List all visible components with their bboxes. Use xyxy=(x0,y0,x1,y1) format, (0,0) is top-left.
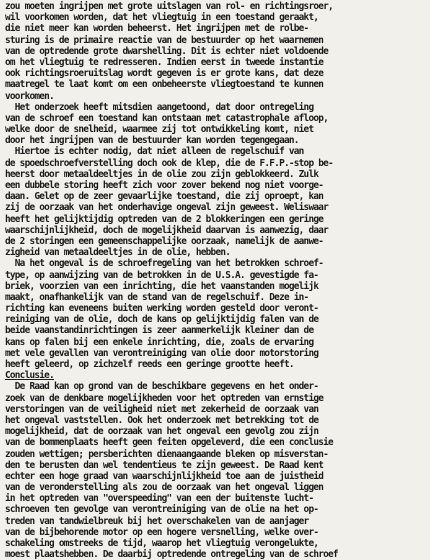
paragraph-2 xyxy=(5,102,426,259)
text-line: zoek van de denkbare mogelijkheden voor het optreden van ernstige xyxy=(5,392,324,404)
text-line: mogelijkheid, dat de oorzaak van het ongeval een gevolg zou zijn xyxy=(5,426,319,438)
text-line: welke door de snelheid, waarmee zij tot ontwikkeling komt, niet xyxy=(5,124,314,136)
text-line: die niet meer kan worden beheerst. Het ingrijpen met de rolbe- xyxy=(5,23,309,35)
paragraph-1 xyxy=(5,1,426,102)
text-line: Hiertoe is echter nodig, dat niet alleen de regelschuif van xyxy=(5,146,304,158)
text-line: De Raad kan op grond van de beschikbare gegevens en het onder- xyxy=(5,381,319,393)
text-line: ook richtingsroeruitslag wordt gegeven is er grote kans, dat deze xyxy=(5,68,324,80)
text-line: voorkomen. xyxy=(5,90,54,102)
paragraph-3 xyxy=(5,258,426,370)
text-line: van de bijbehorende motor op een hogere versnelling, welke over- xyxy=(5,526,319,538)
text-line: van de veronderstelling als zou de oorzaak van het ongeval liggen xyxy=(5,482,324,494)
text-line: zouden wettigen; persberichten dienaangaande bleken op misverstan- xyxy=(5,448,329,460)
text-line: daan. Gelet op de zeer gevaarlijke toestand, die zij oproept, kan xyxy=(5,191,324,203)
text-line: door het ingrijpen van de bestuurder kan worden tegengegaan. xyxy=(5,135,299,147)
text-line: reiniging van de olie, doch de kans op gelijktijdig falen van de xyxy=(5,314,319,326)
text-line: schakeling omstreeks de tijd, waarop het vliegtuig verongelukte, xyxy=(5,538,319,549)
conclusion-heading: Conclusie. xyxy=(5,370,54,382)
text-line: schroeven ten gevolge van verontreiniging van de olie na het op- xyxy=(5,504,319,516)
text-line: met vele gevallen van verontreiniging van olie door motorstoring xyxy=(5,347,319,359)
text-line: om het vliegtuig te redresseren. Indien eerst in tweede instantie xyxy=(5,56,324,68)
text-line: de 2 storingen een gemeenschappelijke oorzaak, namelijk de aanwe- xyxy=(5,235,324,247)
text-line: van de optredende grote dwarshelling. Dit is echter niet voldoende xyxy=(5,45,329,57)
text-line: type, op aanwijzing van de betrokken in de U.S.A. gevestigde fa- xyxy=(5,269,319,281)
text-line: het ongeval vaststellen. Ook het onderzoek met betrekking tot de xyxy=(5,414,319,426)
text-line: beide vaanstandinrichtingen is zeer aanmerkelijk kleiner dan de xyxy=(5,325,314,337)
text-line: in het optreden van "overspeeding" van een der buitenste lucht- xyxy=(5,493,314,505)
text-line: Na het ongeval is de schroefregeling van het betrokken schroef- xyxy=(5,258,324,270)
text-line: een dubbele storing heeft zich voor zover bekend nog niet voorge- xyxy=(5,180,324,191)
text-line: zou moeten ingrijpen met grote uitslagen van rol- en richtingsroer, xyxy=(5,1,333,12)
text-line: Het onderzoek heeft mitsdien aangetoond, dat door ontregeling xyxy=(5,101,314,113)
text-line: wil voorkomen worden, dat het vliegtuig in een toestand geraakt, xyxy=(5,12,319,24)
text-line: briek, voorzien van een inrichting, die het vaanstanden mogelijk xyxy=(5,280,319,292)
text-line: kans op falen bij een enkele inrichting, die, zoals de ervaring xyxy=(5,336,314,348)
text-line: den te berusten dan wel tendentieus te zijn geweest. De Raad kent xyxy=(5,459,324,471)
text-line: zij de oorzaak van het onderhavige ongeval zijn geweest. Weliswaar xyxy=(5,202,329,214)
text-line: van de schroef een toestand kan ontstaan met catastrophale afloop, xyxy=(5,112,329,124)
text-line: de spoedschroefverstelling doch ook de klep, die de F.F.P.-stop be- xyxy=(5,157,333,169)
text-line: heerst door metaaldeeltjes in de olie zou zijn geblokkeerd. Zulk xyxy=(5,168,319,180)
text-line: richting kan eveneens buiten werking worden gesteld door veront- xyxy=(5,303,319,315)
text-line: echter een hoge graad van waarschijnlijkheid toe aan de juistheid xyxy=(5,470,324,482)
text-line: maakt, onafhankelijk van de stand van de regelschuif. Deze in- xyxy=(5,291,309,303)
text-line: moest plaatshebben. De daarbij optredende ontregeling van de schroef xyxy=(5,549,338,560)
text-line: maatregel te laat komt om een onbeheerste vliegtoestand te kunnen xyxy=(5,79,324,91)
paragraph-4 xyxy=(5,381,426,560)
text-line: treden van tandwielbreuk bij het overschakelen van de aanjager xyxy=(5,515,309,527)
text-line: van de bommenplaats heeft geen feiten opgeleverd, die een conclusie xyxy=(5,437,333,449)
text-line: zigheid van metaaldeeltjes in de olie, hebben. xyxy=(5,247,231,259)
text-line: heeft geleerd, op zichzelf reeds een geringe grootte heeft. xyxy=(5,359,294,370)
text-line: verstoringen van de veiligheid niet met zekerheid de oorzaak van xyxy=(5,403,319,415)
text-line: heeft het gelijktijdig optreden van de 2 blokkeringen een geringe xyxy=(5,213,324,225)
text-line: sturing is de primaire reactie van de bestuurder op het waarnemen xyxy=(5,34,324,46)
text-line: waarschijnlijkheid, doch de mogelijkheid daarvan is aanwezig, daar xyxy=(5,224,329,236)
